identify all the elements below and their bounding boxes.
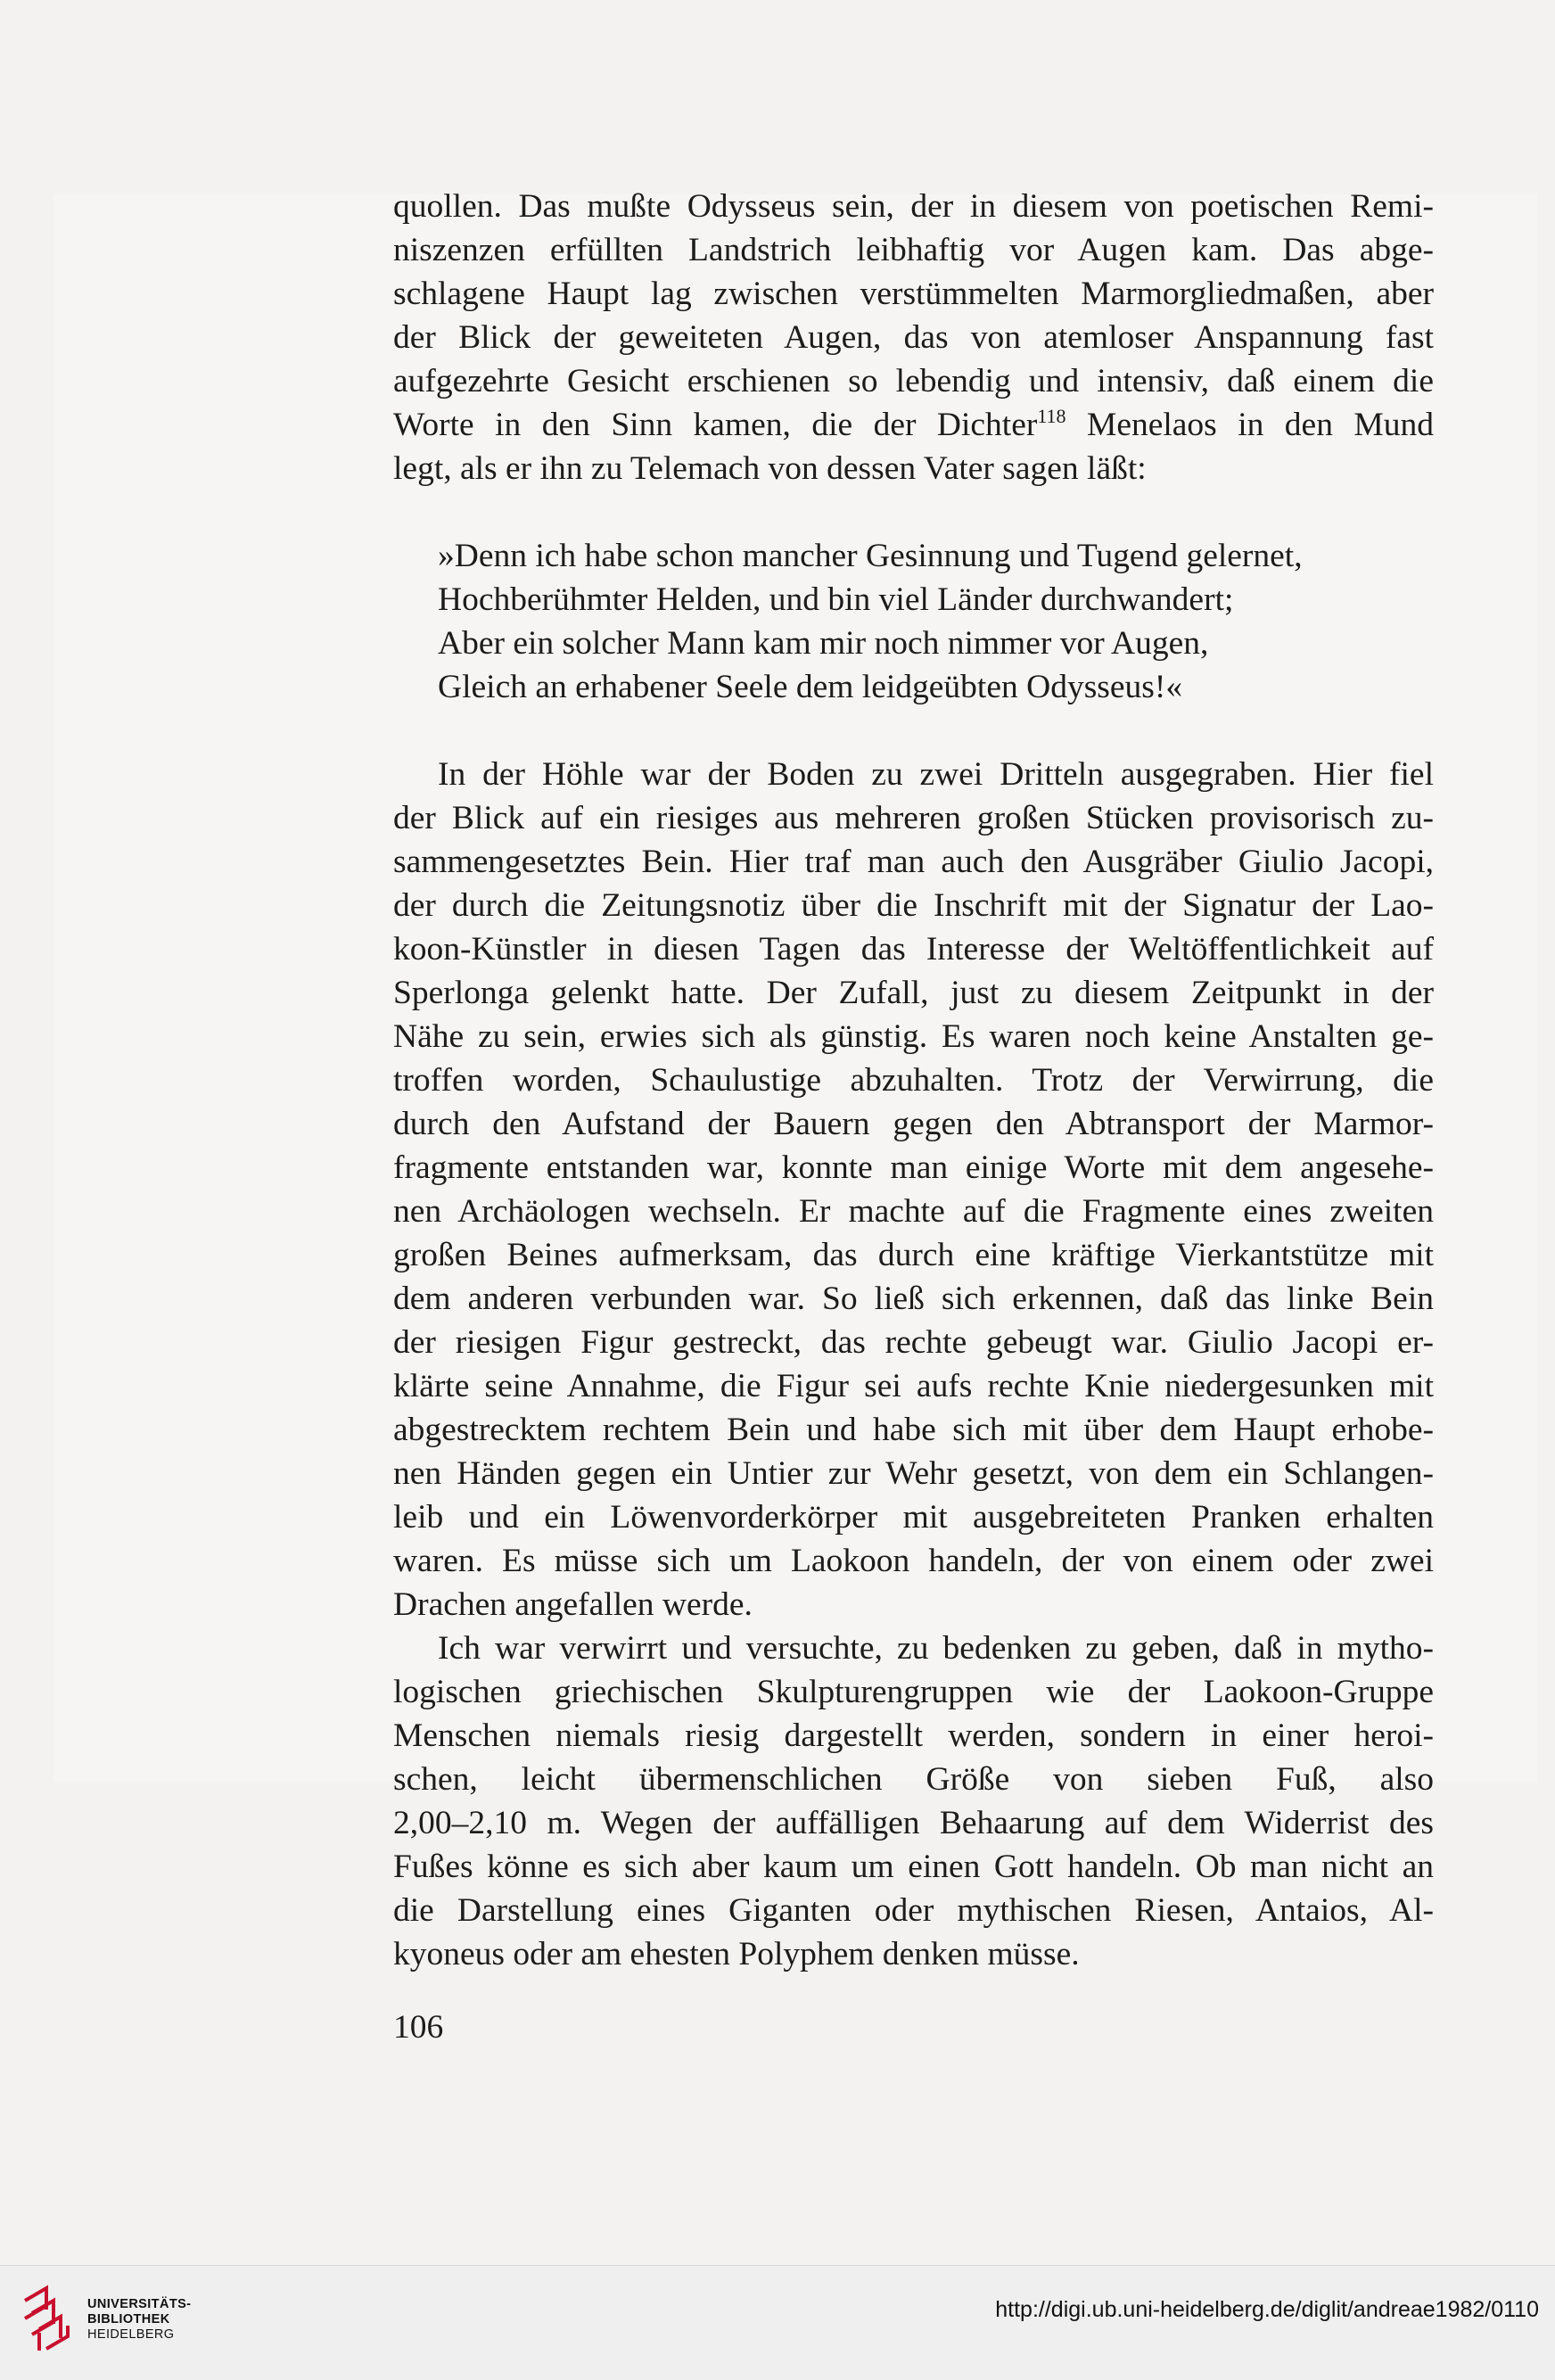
- text-line: nen Archäologen wechseln. Er machte auf die Fragmente eines zweiten: [393, 1193, 1434, 1230]
- permalink-url[interactable]: http://digi.ub.uni-heidelberg.de/diglit/andreae1982/0110: [995, 2297, 1539, 2322]
- text-line: der Blick der geweiteten Augen, das von atemloser Anspannung fast: [393, 319, 1434, 356]
- logo-line-1: UNIVERSITÄTS-: [87, 2297, 192, 2311]
- text-line: fragmente entstanden war, konnte man einige Worte mit dem angesehe-: [393, 1149, 1434, 1186]
- text-line: der durch die Zeitungsnotiz über die Inschrift mit der Signatur der Lao-: [393, 887, 1434, 924]
- text-line: dem anderen verbunden war. So ließ sich erkennen, daß das linke Bein: [393, 1281, 1434, 1317]
- text-line: durch den Aufstand der Bauern gegen den Abtransport der Marmor-: [393, 1106, 1434, 1142]
- text-line: waren. Es müsse sich um Laokoon handeln, der von einem oder zwei: [393, 1543, 1434, 1579]
- text-line: abgestrecktem rechtem Bein und habe sich mit über dem Haupt erhobe-: [393, 1412, 1434, 1448]
- text-line: troffen worden, Schaulustige abzuhalten. Trotz der Verwirrung, die: [393, 1062, 1434, 1099]
- text-line: schlagene Haupt lag zwischen verstümmelten Marmorgliedmaßen, aber: [393, 276, 1434, 312]
- library-logo-icon: [20, 2283, 82, 2356]
- text-line-with-footnote: [393, 403, 1434, 447]
- footnote-reference[interactable]: 118: [1037, 405, 1066, 427]
- text-line: leib und ein Löwenvorderkörper mit ausgebreiteten Pranken erhalten: [393, 1499, 1434, 1536]
- text-line: die Darstellung eines Giganten oder mythischen Riesen, Antaios, Al-: [393, 1892, 1434, 1929]
- verse-quote: [438, 534, 1434, 709]
- text-line: Menschen niemals riesig dargestellt werden, sondern in einer heroi-: [393, 1717, 1434, 1754]
- text-line: logischen griechischen Skulpturengruppen wie der Laokoon-Gruppe: [393, 1674, 1434, 1710]
- paragraph-1: [393, 185, 1434, 490]
- library-logo-text: [87, 2297, 191, 2343]
- text-segment: Worte in den Sinn kamen, die der Dichter: [393, 407, 1038, 443]
- text-line: Nähe zu sein, erwies sich als günstig. Es waren noch keine Anstalten ge-: [393, 1018, 1434, 1055]
- logo-line-3: HEIDELBERG: [87, 2327, 175, 2342]
- text-segment: Menelaos in den Mund: [1065, 407, 1434, 443]
- text-line: Sperlonga gelenkt hatte. Der Zufall, just zu diesem Zeitpunkt in der: [393, 975, 1434, 1011]
- text-line: klärte seine Annahme, die Figur sei aufs rechte Knie niedergesunken mit: [393, 1368, 1434, 1404]
- text-line: Ich war verwirrt und versuchte, zu bedenken zu geben, daß in mytho-: [438, 1630, 1434, 1667]
- verse-line: Hochberühmter Helden, und bin viel Länder durchwandert;: [438, 581, 1234, 618]
- text-line: In der Höhle war der Boden zu zwei Dritteln ausgegraben. Hier fiel: [438, 756, 1434, 793]
- text-line: niszenzen erfüllten Landstrich leibhaftig vor Augen kam. Das abge-: [393, 232, 1434, 268]
- text-line: nen Händen gegen ein Untier zur Wehr gesetzt, von dem ein Schlangen-: [393, 1455, 1434, 1492]
- text-line: großen Beines aufmerksam, das durch eine kräftige Vierkantstütze mit: [393, 1237, 1434, 1273]
- text-line: legt, als er ihn zu Telemach von dessen Vater sagen läßt:: [393, 450, 1147, 487]
- logo-line-2: BIBLIOTHEK: [87, 2312, 170, 2326]
- text-line: der Blick auf ein riesiges aus mehreren großen Stücken provisorisch zu-: [393, 800, 1434, 836]
- verse-line: Aber ein solcher Mann kam mir noch nimmer vor Augen,: [438, 625, 1209, 662]
- page-number: 106: [393, 2009, 444, 2046]
- text-line: 2,00–2,10 m. Wegen der auffälligen Behaarung auf dem Widerrist des: [393, 1805, 1434, 1841]
- text-line: aufgezehrte Gesicht erschienen so lebendig und intensiv, daß einem die: [393, 363, 1434, 399]
- text-line: koon-Künstler in diesen Tagen das Interesse der Weltöffentlichkeit auf: [393, 931, 1434, 968]
- body-text: [393, 185, 1434, 1976]
- text-line: Fußes könne es sich aber kaum um einen Gott handeln. Ob man nicht an: [393, 1849, 1434, 1885]
- text-line: sammengesetztes Bein. Hier traf man auch den Ausgräber Giulio Jacopi,: [393, 844, 1434, 880]
- verse-line: »Denn ich habe schon mancher Gesinnung und Tugend gelernet,: [438, 538, 1303, 574]
- paragraph-2: [393, 753, 1434, 1626]
- verse-line: Gleich an erhabener Seele dem leidgeübten Odysseus!«: [438, 669, 1183, 705]
- text-line: der riesigen Figur gestreckt, das rechte gebeugt war. Giulio Jacopi er-: [393, 1324, 1434, 1361]
- library-logo[interactable]: [20, 2283, 323, 2363]
- text-line: Drachen angefallen werde.: [393, 1586, 753, 1623]
- text-line: schen, leicht übermenschlichen Größe von sieben Fuß, also: [393, 1761, 1434, 1798]
- text-line: quollen. Das mußte Odysseus sein, der in diesem von poetischen Remi-: [393, 188, 1434, 225]
- paragraph-3: [393, 1626, 1434, 1976]
- text-line: kyoneus oder am ehesten Polyphem denken müsse.: [393, 1936, 1080, 1972]
